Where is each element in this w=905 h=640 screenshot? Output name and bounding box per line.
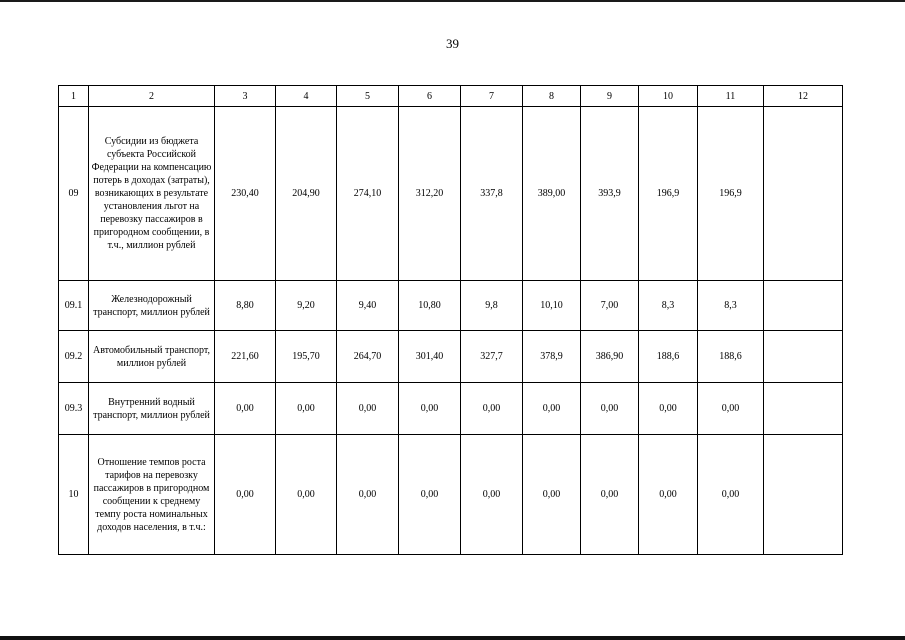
- table-cell: 9,8: [461, 281, 523, 331]
- scan-edge-top: [0, 0, 905, 2]
- row-code: 09.2: [59, 331, 89, 383]
- table-cell: 8,3: [698, 281, 764, 331]
- table-header-row: [59, 86, 843, 107]
- row-code: 09: [59, 107, 89, 281]
- table-row: [59, 281, 843, 331]
- row-description: Субсидии из бюджета субъекта Российской Федерации на компенсацию потерь в доходах (затраты), возникающих в результате установления льгот на перевозку пассажиров в пригородном сообщении, в т.ч., миллион рублей: [89, 107, 215, 281]
- row-code: 09.3: [59, 383, 89, 435]
- table-cell: 312,20: [399, 107, 461, 281]
- table-cell: [764, 435, 843, 555]
- table-cell: 204,90: [276, 107, 337, 281]
- column-header: 4: [276, 86, 337, 107]
- table-cell: [764, 281, 843, 331]
- table-cell: 188,6: [698, 331, 764, 383]
- table-row: [59, 383, 843, 435]
- table-cell: 221,60: [215, 331, 276, 383]
- column-header: 11: [698, 86, 764, 107]
- table-row: [59, 107, 843, 281]
- table-row: [59, 435, 843, 555]
- column-header: 3: [215, 86, 276, 107]
- table-cell: 0,00: [639, 383, 698, 435]
- table-cell: 0,00: [581, 383, 639, 435]
- table-cell: 9,20: [276, 281, 337, 331]
- table-row: [59, 331, 843, 383]
- table-cell: 393,9: [581, 107, 639, 281]
- table-cell: 0,00: [461, 383, 523, 435]
- table-cell: 0,00: [698, 435, 764, 555]
- table-cell: 327,7: [461, 331, 523, 383]
- table-cell: 264,70: [337, 331, 399, 383]
- table-cell: 378,9: [523, 331, 581, 383]
- table-cell: 0,00: [276, 435, 337, 555]
- table-cell: [764, 383, 843, 435]
- table-cell: 0,00: [276, 383, 337, 435]
- row-code: 10: [59, 435, 89, 555]
- row-description: Внутренний водный транспорт, миллион рублей: [89, 383, 215, 435]
- table-cell: 274,10: [337, 107, 399, 281]
- table-cell: 0,00: [698, 383, 764, 435]
- column-header: 6: [399, 86, 461, 107]
- table-cell: 8,3: [639, 281, 698, 331]
- row-code: 09.1: [59, 281, 89, 331]
- table-cell: 0,00: [337, 435, 399, 555]
- table-cell: [764, 331, 843, 383]
- column-header: 9: [581, 86, 639, 107]
- table-cell: 10,10: [523, 281, 581, 331]
- table-cell: 0,00: [523, 435, 581, 555]
- table-cell: 386,90: [581, 331, 639, 383]
- row-description: Железнодорожный транспорт, миллион рублей: [89, 281, 215, 331]
- table-cell: 196,9: [698, 107, 764, 281]
- page-number: 39: [446, 36, 459, 51]
- table-cell: 196,9: [639, 107, 698, 281]
- scan-edge-bottom: [0, 636, 905, 640]
- column-header: 10: [639, 86, 698, 107]
- column-header: 1: [59, 86, 89, 107]
- column-header: 8: [523, 86, 581, 107]
- table-cell: 0,00: [215, 435, 276, 555]
- table-cell: 0,00: [639, 435, 698, 555]
- table-cell: 0,00: [399, 435, 461, 555]
- data-table: [58, 85, 843, 555]
- table-cell: 9,40: [337, 281, 399, 331]
- table-cell: 337,8: [461, 107, 523, 281]
- table-cell: 0,00: [581, 435, 639, 555]
- row-description: Отношение темпов роста тарифов на перевозку пассажиров в пригородном сообщении к среднему темпу роста номинальных доходов населения, в т.ч.:: [89, 435, 215, 555]
- table-cell: [764, 107, 843, 281]
- column-header: 2: [89, 86, 215, 107]
- table-cell: 188,6: [639, 331, 698, 383]
- row-description: Автомобильный транспорт, миллион рублей: [89, 331, 215, 383]
- column-header: 5: [337, 86, 399, 107]
- table-cell: 0,00: [461, 435, 523, 555]
- table-cell: 0,00: [215, 383, 276, 435]
- table-cell: 7,00: [581, 281, 639, 331]
- table-cell: 389,00: [523, 107, 581, 281]
- column-header: 12: [764, 86, 843, 107]
- table-cell: 301,40: [399, 331, 461, 383]
- table-cell: 8,80: [215, 281, 276, 331]
- table-cell: 230,40: [215, 107, 276, 281]
- column-header: 7: [461, 86, 523, 107]
- table-cell: 0,00: [337, 383, 399, 435]
- table-cell: 10,80: [399, 281, 461, 331]
- table-cell: 0,00: [523, 383, 581, 435]
- table-cell: 0,00: [399, 383, 461, 435]
- table-cell: 195,70: [276, 331, 337, 383]
